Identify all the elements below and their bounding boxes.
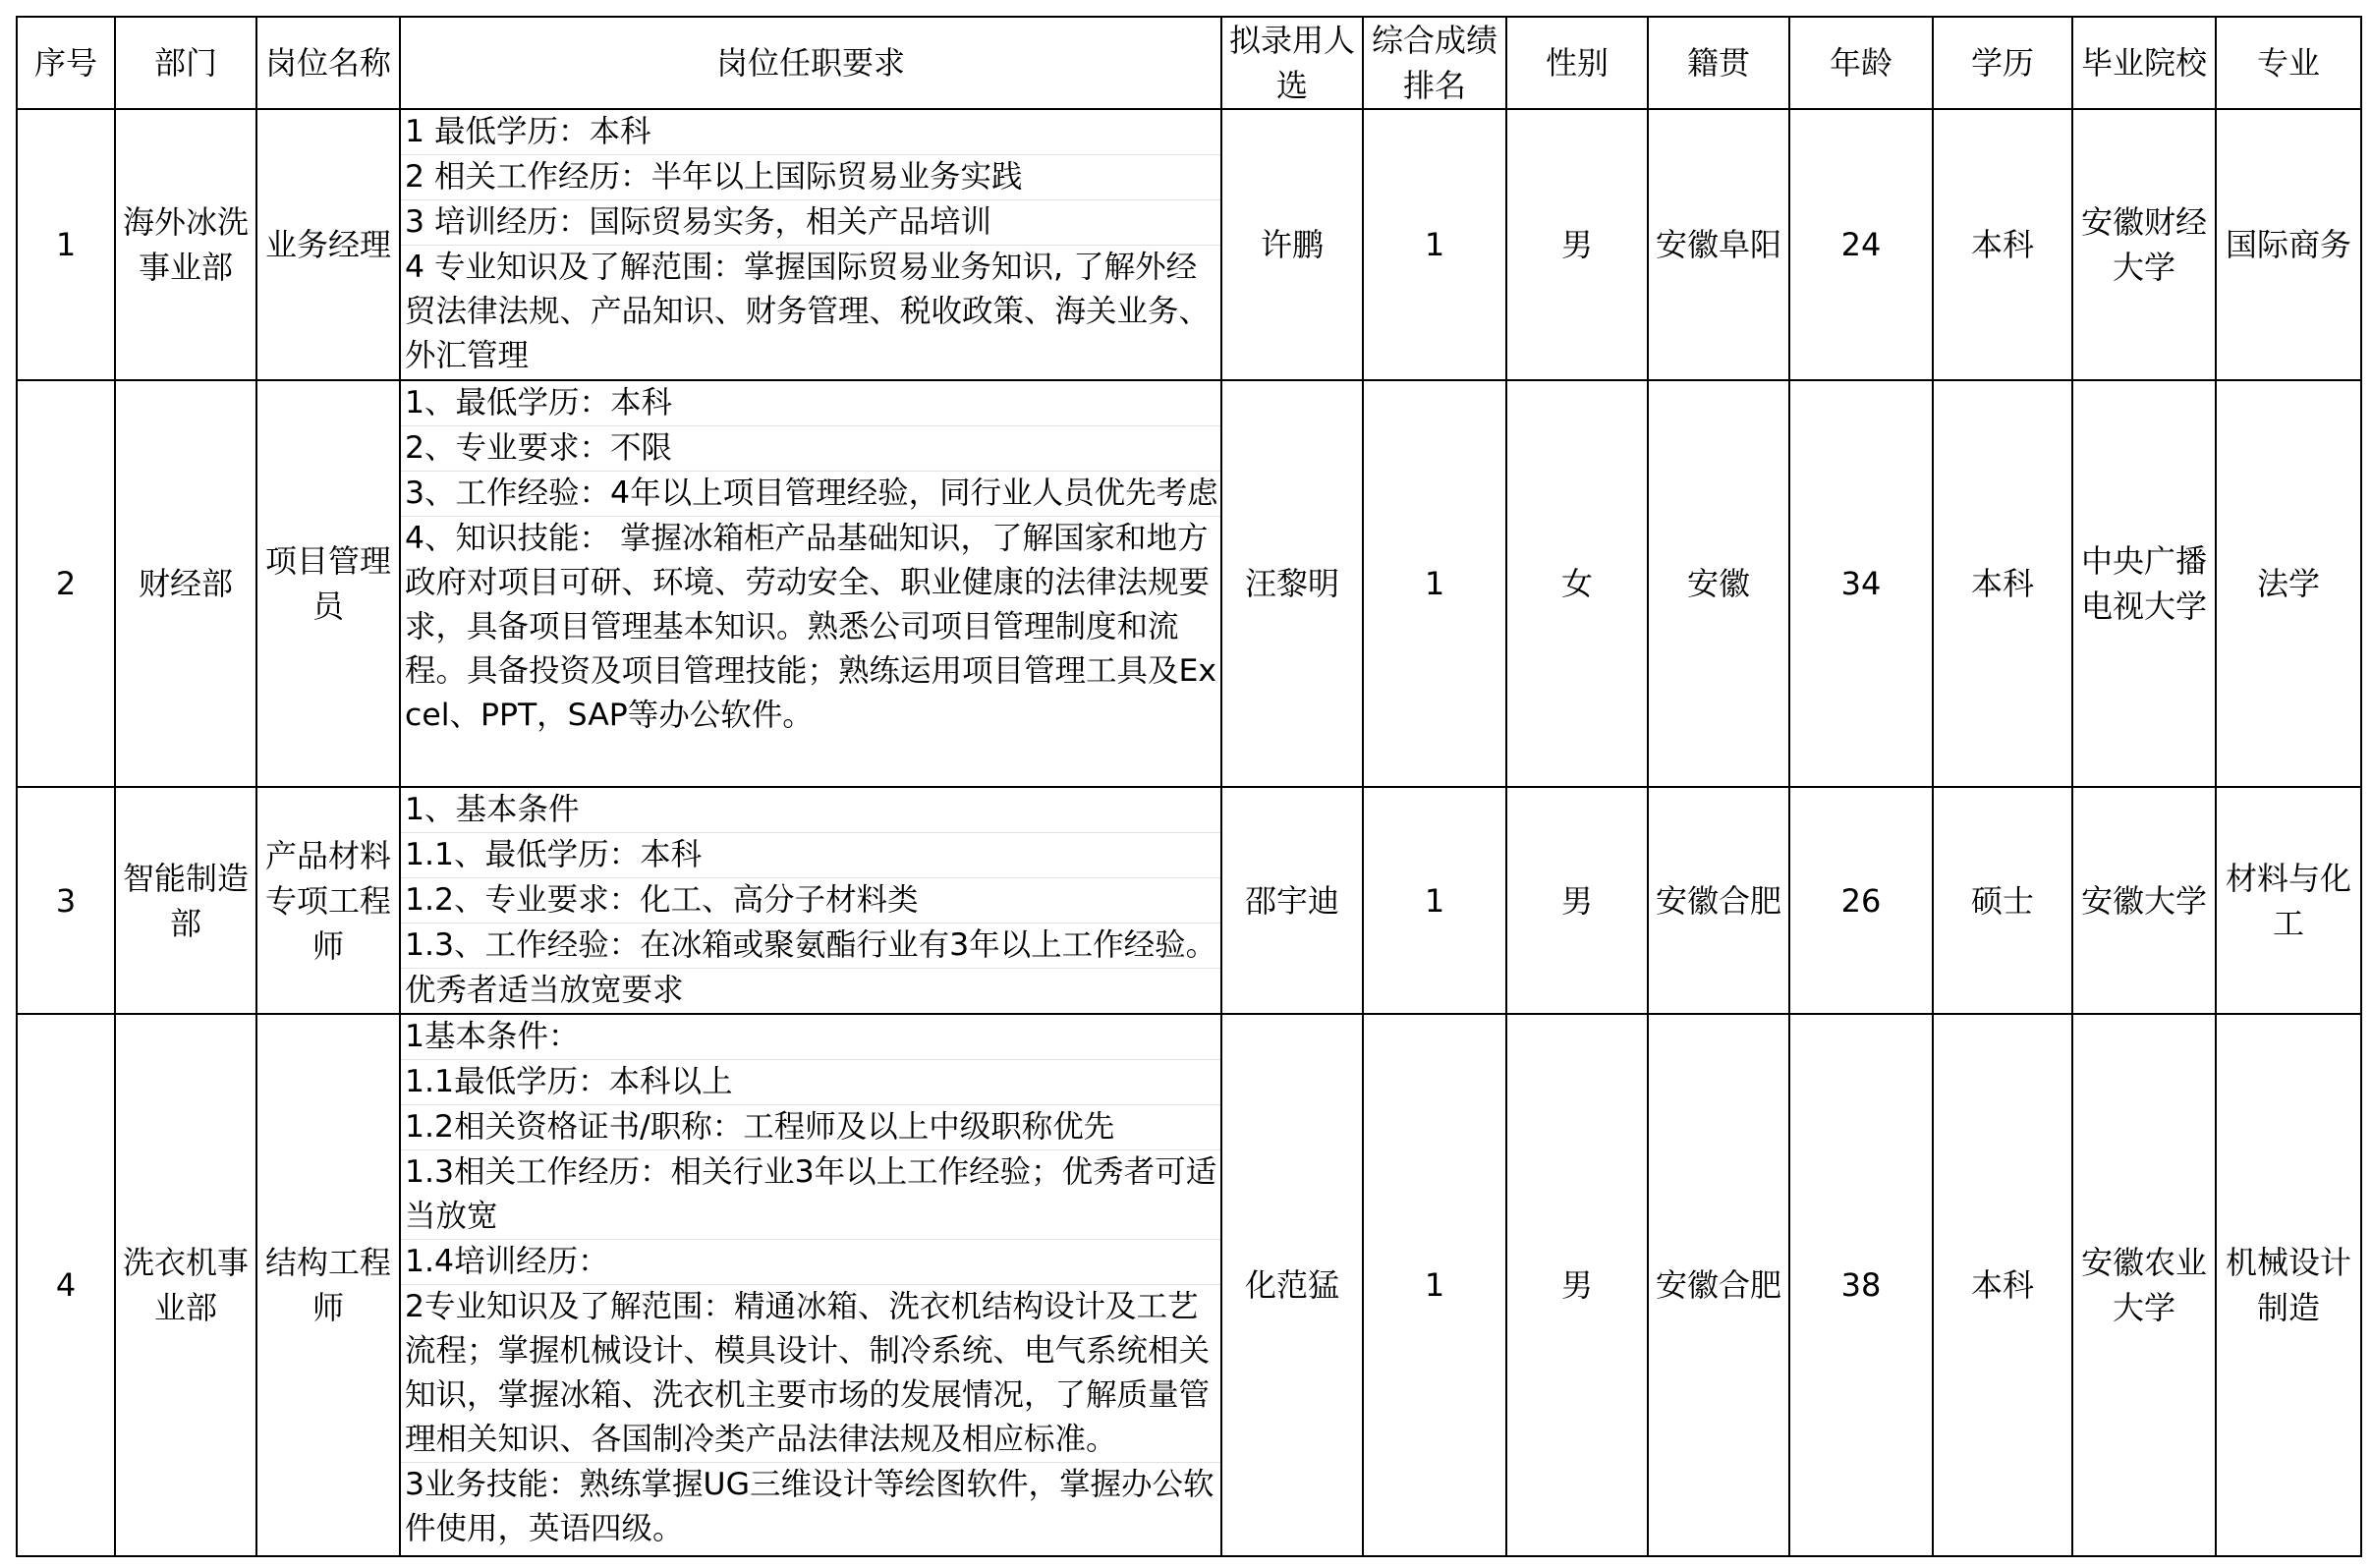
cell-rank: 1 — [1363, 787, 1506, 1014]
cell-rank: 1 — [1363, 109, 1506, 380]
cell-requirements — [400, 1014, 1221, 1556]
cell-major: 法学 — [2216, 380, 2361, 787]
cell-school: 中央广播电视大学 — [2072, 380, 2216, 787]
cell-school: 安徽财经大学 — [2072, 109, 2216, 380]
table-row — [17, 787, 2361, 1014]
requirement-line: 3、工作经验：4年以上项目管理经验，同行业人员优先考虑 — [401, 472, 1220, 517]
requirement-line: 1.1最低学历：本科以上 — [401, 1060, 1220, 1105]
requirement-line: 1.3、工作经验：在冰箱或聚氨酯行业有3年以上工作经验。 — [401, 924, 1220, 969]
cell-origin: 安徽合肥 — [1648, 787, 1789, 1014]
requirement-line: 2、专业要求：不限 — [401, 426, 1220, 472]
cell-origin: 安徽合肥 — [1648, 1014, 1789, 1556]
cell-position: 结构工程师 — [256, 1014, 400, 1556]
requirement-line: 4、知识技能： 掌握冰箱柜产品基础知识，了解国家和地方政府对项目可研、环境、劳动安全、职业健康的法律法规要求，具备项目管理基本知识。熟悉公司项目管理制度和流程。具备投资及项目管理技能；熟练运用项目管理工具及Excel、PPT，SAP等办公软件。 — [405, 521, 1217, 733]
cell-age: 26 — [1789, 787, 1933, 1014]
cell-major: 机械设计制造 — [2216, 1014, 2361, 1556]
cell-candidate: 许鹏 — [1221, 109, 1363, 380]
requirement-line: 1、最低学历：本科 — [401, 381, 1220, 426]
cell-dept: 智能制造部 — [115, 787, 256, 1014]
cell-education: 硕士 — [1933, 787, 2072, 1014]
header-origin: 籍贯 — [1648, 17, 1789, 109]
cell-gender: 男 — [1506, 1014, 1648, 1556]
requirement-line: 1.1、最低学历：本科 — [401, 833, 1220, 878]
cell-age: 24 — [1789, 109, 1933, 380]
cell-requirements — [400, 787, 1221, 1014]
cell-candidate: 化范猛 — [1221, 1014, 1363, 1556]
cell-school: 安徽农业大学 — [2072, 1014, 2216, 1556]
header-rank: 综合成绩排名 — [1363, 17, 1506, 109]
requirement-line: 2 相关工作经历：半年以上国际贸易业务实践 — [401, 155, 1220, 200]
requirement-line: 3业务技能：熟练掌握UG三维设计等绘图软件，掌握办公软件使用，英语四级。 — [405, 1467, 1214, 1546]
cell-gender: 女 — [1506, 380, 1648, 787]
requirement-line: 1.2、专业要求：化工、高分子材料类 — [401, 878, 1220, 924]
header-candidate: 拟录用人选 — [1221, 17, 1363, 109]
cell-no: 3 — [17, 787, 115, 1014]
requirement-line: 4 专业知识及了解范围：掌握国际贸易业务知识, 了解外经贸法律法规、产品知识、财务管理、税收政策、海关业务、外汇管理 — [405, 250, 1211, 373]
requirement-line: 1.3相关工作经历：相关行业3年以上工作经验；优秀者可适当放宽 — [401, 1150, 1220, 1240]
cell-dept: 洗衣机事业部 — [115, 1014, 256, 1556]
cell-requirements — [400, 109, 1221, 380]
table-row — [17, 1014, 2361, 1556]
table-row — [17, 380, 2361, 787]
header-school: 毕业院校 — [2072, 17, 2216, 109]
cell-gender: 男 — [1506, 787, 1648, 1014]
cell-candidate: 邵宇迪 — [1221, 787, 1363, 1014]
cell-rank: 1 — [1363, 1014, 1506, 1556]
requirement-line: 1.4培训经历： — [401, 1240, 1220, 1285]
header-major: 专业 — [2216, 17, 2361, 109]
cell-origin: 安徽阜阳 — [1648, 109, 1789, 380]
employment-table — [16, 16, 2362, 1557]
cell-candidate: 汪黎明 — [1221, 380, 1363, 787]
cell-position: 产品材料专项工程师 — [256, 787, 400, 1014]
cell-no: 4 — [17, 1014, 115, 1556]
cell-position: 业务经理 — [256, 109, 400, 380]
cell-rank: 1 — [1363, 380, 1506, 787]
table-row — [17, 109, 2361, 380]
cell-major: 材料与化工 — [2216, 787, 2361, 1014]
cell-major: 国际商务 — [2216, 109, 2361, 380]
cell-gender: 男 — [1506, 109, 1648, 380]
header-education: 学历 — [1933, 17, 2072, 109]
cell-requirements — [400, 380, 1221, 787]
header-position: 岗位名称 — [256, 17, 400, 109]
requirement-line: 1基本条件： — [401, 1015, 1220, 1060]
requirement-line: 1 最低学历：本科 — [401, 110, 1220, 155]
cell-dept: 海外冰洗事业部 — [115, 109, 256, 380]
cell-age: 38 — [1789, 1014, 1933, 1556]
cell-no: 1 — [17, 109, 115, 380]
cell-education: 本科 — [1933, 380, 2072, 787]
cell-age: 34 — [1789, 380, 1933, 787]
cell-dept: 财经部 — [115, 380, 256, 787]
header-row — [17, 17, 2361, 109]
cell-origin: 安徽 — [1648, 380, 1789, 787]
header-age: 年龄 — [1789, 17, 1933, 109]
requirement-line: 3 培训经历：国际贸易实务，相关产品培训 — [401, 200, 1220, 246]
requirement-line: 1.2相关资格证书/职称：工程师及以上中级职称优先 — [401, 1105, 1220, 1150]
header-dept: 部门 — [115, 17, 256, 109]
cell-no: 2 — [17, 380, 115, 787]
requirement-line: 2专业知识及了解范围：精通冰箱、洗衣机结构设计及工艺流程；掌握机械设计、模具设计、制冷系统、电气系统相关知识，掌握冰箱、洗衣机主要市场的发展情况，了解质量管理相关知识、各国制冷类产品法律法规及相应标准。 — [401, 1285, 1220, 1463]
cell-school: 安徽大学 — [2072, 787, 2216, 1014]
cell-position: 项目管理员 — [256, 380, 400, 787]
requirement-line: 优秀者适当放宽要求 — [405, 973, 684, 1008]
requirement-line: 1、基本条件 — [401, 788, 1220, 833]
header-gender: 性别 — [1506, 17, 1648, 109]
header-requirements: 岗位任职要求 — [400, 17, 1221, 109]
cell-education: 本科 — [1933, 109, 2072, 380]
header-no: 序号 — [17, 17, 115, 109]
cell-education: 本科 — [1933, 1014, 2072, 1556]
